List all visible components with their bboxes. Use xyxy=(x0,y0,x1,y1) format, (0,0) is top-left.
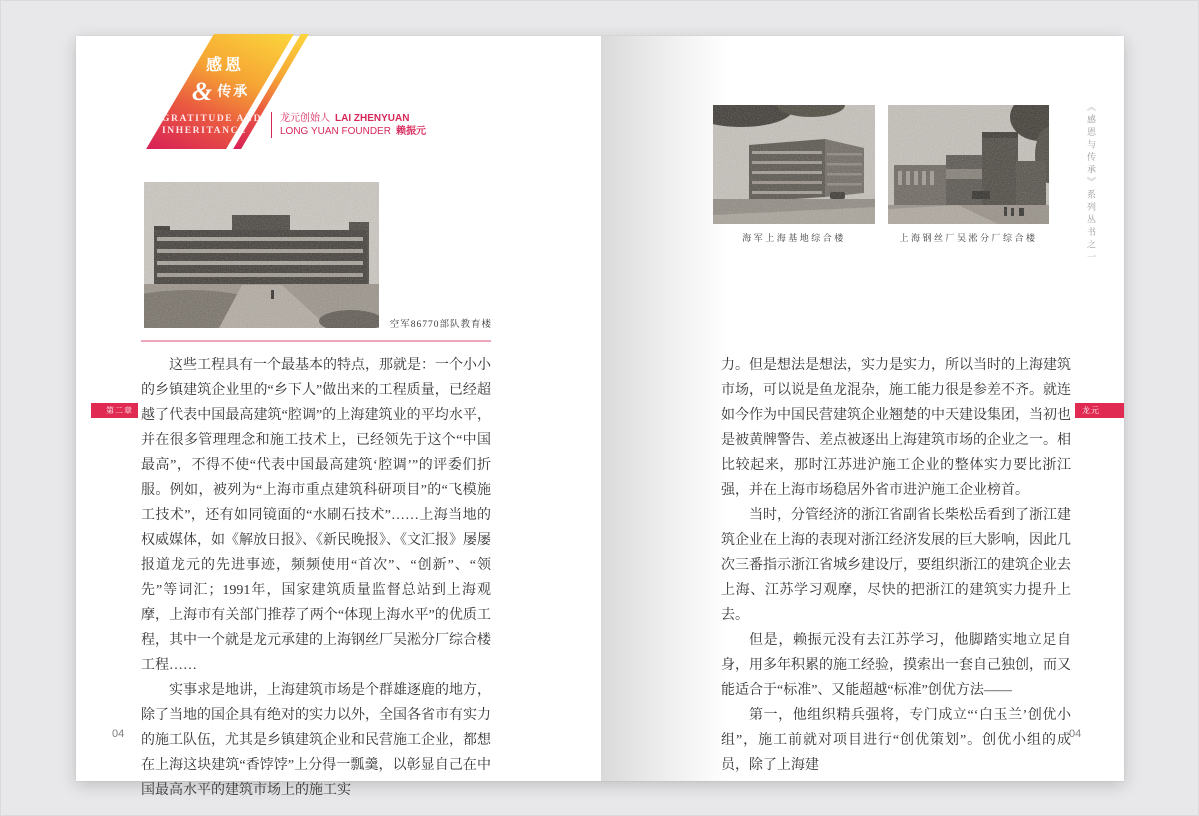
body-paragraph: 当时，分管经济的浙江省副省长柴松岳看到了浙江建筑企业在上海的表现对浙江经济发展的巨大影响，因此几次三番指示浙江省城乡建设厅，要组织浙江的建筑企业去上海、江苏学习观摩，尽快的把浙江的建筑实力提升上去。 xyxy=(721,508,1071,623)
left-page xyxy=(76,36,601,798)
book-spread xyxy=(76,36,1124,798)
airforce-building-photo xyxy=(144,182,379,328)
navy-base-building-photo xyxy=(713,105,875,224)
body-paragraph: 但是，赖振元没有去江苏学习，他脚踏实地立足自身，用多年积累的施工经验，摸索出一套自己独创，而又能适合于“标准”、又能超越“标准”创优方法—— xyxy=(721,633,1071,698)
right-text-column xyxy=(721,353,1071,778)
logo-title-top: 感恩 xyxy=(206,57,245,74)
founder-line-2: LONG YUAN FOUNDER 赖振元 xyxy=(280,126,426,137)
left-text-column xyxy=(141,353,491,803)
series-title-vertical: 《感恩与传承》系列丛书之一 xyxy=(1086,102,1096,265)
body-paragraph: 力。但是想法是想法，实力是实力，所以当时的上海建筑市场，可以说是鱼龙混杂，施工能力很是参差不齐。就连如今作为中国民营建筑企业翘楚的中天建设集团，当初也是被黄牌警告、差点被逐出上海建筑市场的企业之一。相比较起来，那时江苏进沪施工企业的整体实力要比浙江强，并在上海市场稳居外省市进沪施工企业榜首。 xyxy=(721,358,1071,498)
chapter-tab: 第二章 xyxy=(91,403,138,418)
pink-divider-rule xyxy=(141,340,491,342)
steel-factory-building-photo xyxy=(888,105,1049,224)
body-paragraph: 这些工程具有一个最基本的特点，那就是：一个小小的乡镇建筑企业里的“乡下人”做出来的工程质量，已经超越了代表中国最高建筑“腔调”的上海建筑业的平均水平，并在很多管理理念和施工技术上，已经领先于这个“中国最高”，不得不使“代表中国最高建筑‘腔调’”的评委们折服。例如，被列为“上海市重点建筑科研项目”的“飞模施工技术”，还有如同镜面的“水刷石技术”……上海当地的权威媒体，如《解放日报》、《新民晚报》、《文汇报》屡屡报道龙元的先进事迹，频频使用“首次”、“创新”、“领先”等词汇；1991年，国家建筑质量监督总站到上海观摩，上海市有关部门推荐了两个“体现上海水平”的优质工程，其中一个就是龙元承建的上海钢丝厂吴淞分厂综合楼工程…… xyxy=(141,358,491,673)
navy-photo-caption: 海军上海基地综合楼 xyxy=(742,233,846,243)
right-page xyxy=(601,36,1124,781)
logo-title-bottom: & 传承 xyxy=(192,77,250,106)
body-paragraph: 实事求是地讲，上海建筑市场是个群雄逐鹿的地方，除了当地的国企具有绝对的实力以外，全国各省市有实力的施工队伍，尤其是乡镇建筑企业和民营施工企业，都想在上海这块建筑“香饽饽”上分得一瓢羹，以彰显自己在中国最高水平的建筑市场上的施工实 xyxy=(141,683,491,798)
founder-credit xyxy=(271,112,426,138)
brand-tab: 龙元 xyxy=(1075,403,1124,418)
logo-chinese-title xyxy=(192,58,249,105)
left-page-number: 04 xyxy=(112,728,125,740)
steel-factory-photo-caption: 上海钢丝厂吴淞分厂综合楼 xyxy=(899,233,1038,243)
ampersand-glyph: & xyxy=(192,77,215,106)
right-page-number: 04 xyxy=(1069,728,1082,740)
body-paragraph: 第一，他组织精兵强将，专门成立“‘白玉兰’创优小组”，施工前就对项目进行“创优策划”。创优小组的成员，除了上海建 xyxy=(721,708,1071,773)
logo-english-title: GRATITUDE AND INHERITANCE xyxy=(162,114,263,136)
founder-line-1: 龙元创始人 LAI ZHENYUAN xyxy=(280,113,410,124)
airforce-photo-caption: 空军86770部队教育楼 xyxy=(389,320,492,330)
